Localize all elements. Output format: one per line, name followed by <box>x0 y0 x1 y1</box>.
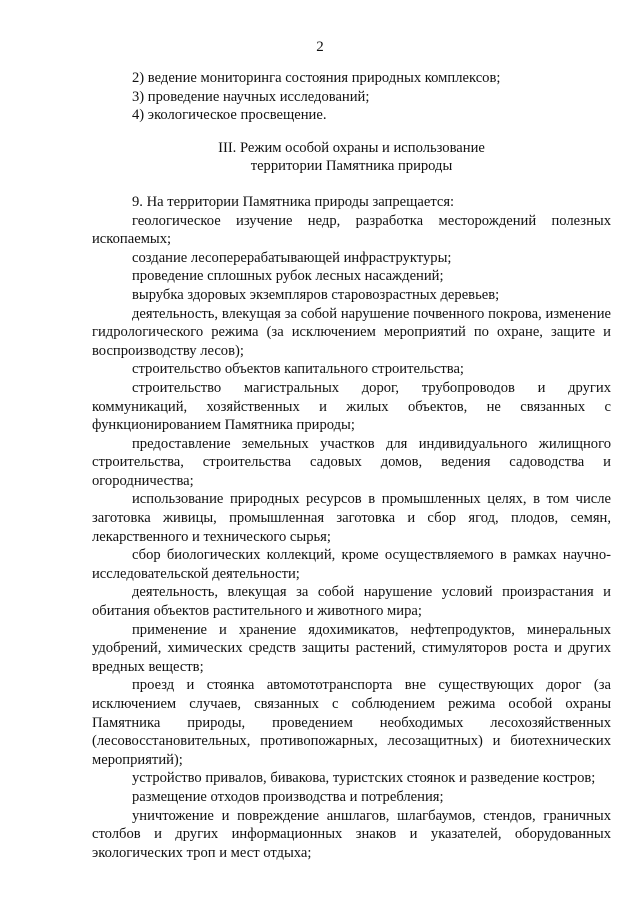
clause-9-intro: 9. На территории Памятника природы запрещается: <box>132 193 455 210</box>
prohibition-item: устройство привалов, бивакова, туристских стоянок и разведение костров; <box>132 770 596 787</box>
page-number: 2 <box>316 39 324 55</box>
prohibition-item: предоставление земельных участков для индивидуального жилищного строительства, строительства садовых домов, ведения садоводства и огородничества; <box>92 435 611 489</box>
prohibition-item: деятельность, влекущая за собой нарушение почвенного покрова, изменение гидрологического режима (за исключением мероприятий по охране, защите и воспроизводству лесов); <box>92 305 611 359</box>
prohibition-item: уничтожение и повреждение аншлагов, шлагбаумов, стендов, граничных столбов и других информационных знаков и указателей, оборудованных экологических троп и мест отдыха; <box>92 807 611 861</box>
prohibition-item: строительство объектов капитального строительства; <box>132 361 464 378</box>
prohibition-item: сбор биологических коллекций, кроме осуществляемого в рамках научно-исследовательской деятельности; <box>92 547 611 582</box>
list-item-research: 3) проведение научных исследований; <box>132 88 370 105</box>
section-heading-line2: территории Памятника природы <box>250 158 453 175</box>
prohibition-item: строительство магистральных дорог, трубопроводов и других коммуникаций, хозяйственных и жилых объектов, не связанных с функционированием Памятника природы; <box>92 379 611 434</box>
prohibition-item: проезд и стоянка автомототранспорта вне существующих дорог (за исключением случаев, связанных с соблюдением режима особой охраны Памятника природы, проведением необходимых лесохозяйственных (лесовосстановительных, противопожарных, лесозащитных) и биотехнических мероприятий); <box>92 677 611 768</box>
list-item-monitoring: 2) ведение мониторинга состояния природных комплексов; <box>132 70 501 86</box>
document-body <box>92 69 611 862</box>
prohibition-item: размещение отходов производства и потребления; <box>132 788 444 805</box>
list-item-education: 4) экологическое просвещение. <box>132 107 327 124</box>
prohibition-item: применение и хранение ядохимикатов, нефтепродуктов, минеральных удобрений, химических средств защиты растений, стимуляторов роста и других вредных веществ; <box>92 621 611 675</box>
prohibition-item: создание лесоперерабатывающей инфраструктуры; <box>132 249 452 266</box>
prohibition-item: деятельность, влекущая за собой нарушение условий произрастания и обитания объектов растительного и животного мира; <box>92 584 611 620</box>
prohibition-item: геологическое изучение недр, разработка месторождений полезных ископаемых; <box>92 212 611 248</box>
prohibition-item: использование природных ресурсов в промышленных целях, в том числе заготовка живицы, промышленная заготовка и сбор ягод, плодов, семян, лекарственного и технического сырья; <box>92 491 611 545</box>
prohibition-item: вырубка здоровых экземпляров старовозрастных деревьев; <box>132 286 500 303</box>
section-heading <box>92 139 611 176</box>
prohibition-item: проведение сплошных рубок лесных насаждений; <box>132 268 444 285</box>
section-heading-line1: III. Режим особой охраны и использование <box>218 139 485 156</box>
